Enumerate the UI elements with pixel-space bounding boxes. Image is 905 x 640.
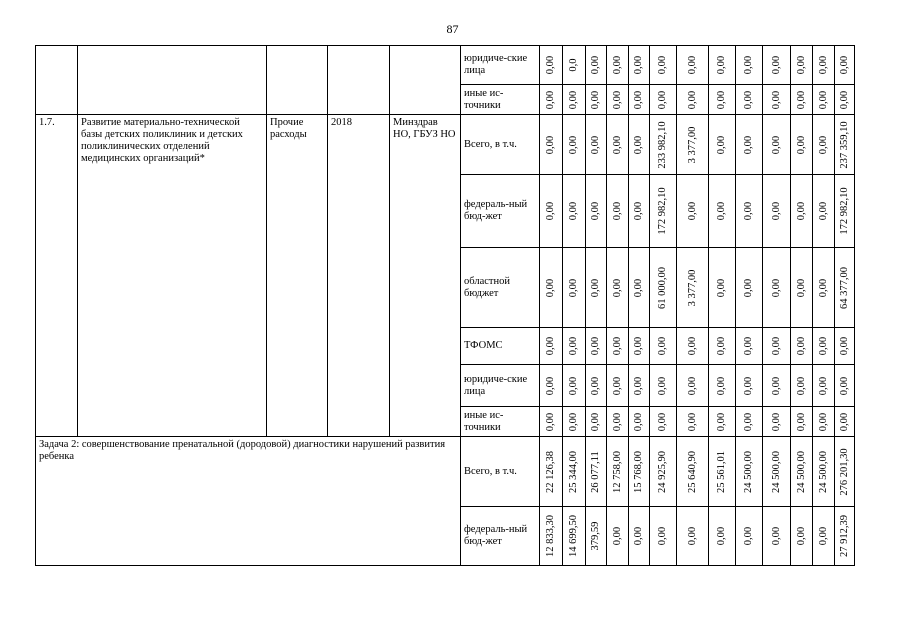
value-text: 0,00 [633,55,644,75]
value-text: 0,00 [545,135,556,154]
table-row [36,437,855,507]
value-text: 0,00 [545,376,556,395]
year-value [607,407,629,437]
value-text: 0,00 [817,201,829,221]
value-text: 0,00 [568,412,579,431]
year-value [650,365,677,407]
year-value [763,328,791,365]
year-value [709,85,736,115]
year-value [629,365,650,407]
value-text: 0,00 [590,201,601,221]
value-text: 0,00 [817,55,829,75]
year-value [791,248,813,328]
value-text: 0,00 [770,376,782,395]
year-value [586,437,607,507]
value-text: 0,00 [657,336,668,356]
year-value [791,175,813,248]
item-type: Прочие расходы [267,115,328,437]
total-value [835,437,855,507]
source-label: федераль-ный бюд-жет [461,507,540,566]
year-value [650,507,677,566]
year-value [813,328,835,365]
item-year: 2018 [328,115,390,437]
year-value [607,507,629,566]
source-label: Всего, в т.ч. [461,437,540,507]
value-text: 0,00 [633,90,644,109]
value-text: 0,00 [795,201,807,221]
year-value [791,46,813,85]
value-text: 0,00 [590,135,601,154]
year-value [763,407,791,437]
value-text: 0,00 [657,526,668,546]
total-value [835,407,855,437]
year-value [763,248,791,328]
year-value [677,46,709,85]
year-value [629,407,650,437]
blank-cell [390,46,461,115]
year-value [813,507,835,566]
value-text: 0,00 [795,412,807,431]
year-value [791,507,813,566]
value-text: 237 359,10 [838,120,850,169]
year-value [586,507,607,566]
year-value [607,328,629,365]
year-value [586,85,607,115]
value-text: 0,00 [545,55,556,75]
year-value [629,175,650,248]
year-value [629,248,650,328]
value-text: 0,00 [657,412,668,431]
value-text: 0,00 [795,135,807,154]
year-value [563,365,586,407]
value-text: 0,00 [611,376,623,395]
value-text: 0,00 [611,278,623,297]
year-value [540,115,563,175]
value-text: 0,00 [545,336,556,356]
year-value [709,115,736,175]
value-text: 0,00 [716,90,727,109]
value-text: 0,00 [686,412,698,431]
value-text: 0,00 [611,336,623,356]
year-value [607,115,629,175]
year-value [791,365,813,407]
value-text: 14 699,50 [568,515,579,557]
value-text: 0,00 [716,55,727,75]
year-value [607,365,629,407]
value-text: 172 982,10 [657,187,668,235]
value-text: 0,00 [770,336,782,356]
year-value [736,507,763,566]
year-value [763,507,791,566]
value-text: 24 500,00 [743,450,754,493]
value-text: 0,00 [590,90,601,109]
year-value [650,115,677,175]
year-value [563,507,586,566]
source-label: юридиче-ские лица [461,365,540,407]
year-value [650,407,677,437]
value-text: 0,00 [770,412,782,431]
value-text: 0,00 [795,55,807,75]
source-label: областной бюджет [461,248,540,328]
year-value [540,46,563,85]
year-value [791,437,813,507]
value-text: 27 912,39 [838,515,850,557]
table-row [36,46,855,85]
year-value [813,85,835,115]
year-value [677,248,709,328]
year-value [563,115,586,175]
year-value [791,328,813,365]
value-text: 0,00 [770,201,782,221]
value-text: 0,00 [568,135,579,154]
value-text: 0,00 [686,90,698,109]
year-value [813,46,835,85]
year-value [677,175,709,248]
value-text: 0,00 [770,55,782,75]
value-text: 0,00 [568,201,579,221]
year-value [586,175,607,248]
value-text: 24 500,00 [817,450,829,493]
value-text: 0,00 [817,336,829,356]
value-text: 0,00 [817,376,829,395]
value-text: 0,00 [657,376,668,395]
value-text: 12 833,30 [545,515,556,557]
task-title: Задача 2: совершенствование пренатальной (дородовой) диагностики нарушений развития ребенка [36,437,461,566]
year-value [677,85,709,115]
year-value [586,248,607,328]
year-value [677,365,709,407]
value-text: 0,00 [770,135,782,154]
year-value [650,175,677,248]
year-value [607,85,629,115]
year-value [540,175,563,248]
value-text: 0,00 [743,412,754,431]
year-value [813,365,835,407]
year-value [563,46,586,85]
year-value [791,407,813,437]
value-text: 379,59 [590,521,601,551]
total-value [835,175,855,248]
value-text: 172 982,10 [838,187,850,235]
total-value [835,328,855,365]
year-value [677,507,709,566]
value-text: 0,00 [716,412,727,431]
year-value [650,437,677,507]
value-text: 0,00 [590,412,601,431]
year-value [629,115,650,175]
value-text: 0,00 [657,90,668,109]
value-text: 0,00 [770,526,782,546]
year-value [763,175,791,248]
year-value [540,328,563,365]
year-value [709,507,736,566]
year-value [540,407,563,437]
value-text: 24 925,90 [657,450,668,493]
year-value [709,365,736,407]
value-text: 0,00 [817,526,829,546]
value-text: 0,00 [568,278,579,297]
year-value [736,407,763,437]
year-value [650,46,677,85]
year-value [540,507,563,566]
value-text: 233 982,10 [657,120,668,169]
value-text: 276 201,30 [838,447,850,496]
value-text: 0,00 [716,336,727,356]
value-text: 3 377,00 [686,269,698,306]
year-value [709,437,736,507]
value-text: 0,00 [838,90,850,109]
value-text: 0,00 [633,526,644,546]
total-value [835,507,855,566]
value-text: 0,00 [633,135,644,154]
year-value [813,407,835,437]
value-text: 0,00 [633,376,644,395]
total-value [835,365,855,407]
value-text: 0,00 [795,376,807,395]
year-value [540,437,563,507]
year-value [629,85,650,115]
year-value [586,365,607,407]
year-value [677,407,709,437]
value-text: 0,00 [838,336,850,356]
year-value [650,328,677,365]
year-value [763,437,791,507]
year-value [736,85,763,115]
year-value [563,85,586,115]
value-text: 25 344,00 [568,450,579,493]
table-row [36,115,855,175]
blank-cell [78,46,267,115]
year-value [607,248,629,328]
value-text: 0,00 [568,376,579,395]
value-text: 3 377,00 [686,126,698,163]
value-text: 24 500,00 [770,450,782,493]
year-value [540,248,563,328]
value-text: 0,00 [633,278,644,297]
value-text: 0,00 [686,336,698,356]
year-value [563,248,586,328]
value-text: 0,00 [633,201,644,221]
value-text: 0,00 [568,336,579,356]
year-value [563,328,586,365]
value-text: 0,00 [611,135,623,154]
value-text: 0,00 [590,336,601,356]
value-text: 0,00 [545,90,556,109]
value-text: 0,00 [686,201,698,221]
value-text: 0,00 [743,278,754,297]
value-text: 15 768,00 [633,450,644,493]
year-value [540,85,563,115]
value-text: 0,00 [770,278,782,297]
year-value [607,175,629,248]
year-value [736,115,763,175]
year-value [586,407,607,437]
year-value [563,407,586,437]
blank-cell [328,46,390,115]
value-text: 0,00 [590,376,601,395]
value-text: 0,00 [611,201,623,221]
value-text: 0,00 [838,376,850,395]
source-label: иные ис-точники [461,407,540,437]
value-text: 0,00 [686,526,698,546]
value-text: 26 077,11 [590,450,601,493]
source-label: Всего, в т.ч. [461,115,540,175]
value-text: 0,00 [743,90,754,109]
value-text: 0,00 [611,412,623,431]
year-value [586,46,607,85]
year-value [586,328,607,365]
value-text: 22 126,38 [545,450,556,493]
value-text: 0,00 [838,55,850,75]
value-text: 0,00 [743,55,754,75]
value-text: 0,00 [545,201,556,221]
value-text: 0,00 [611,90,623,109]
year-value [813,437,835,507]
year-value [677,115,709,175]
year-value [813,115,835,175]
value-text: 0,00 [743,376,754,395]
year-value [709,175,736,248]
value-text: 61 000,00 [657,266,668,309]
value-text: 0,0 [568,58,579,72]
value-text: 25 640,90 [686,450,698,493]
year-value [629,46,650,85]
year-value [607,437,629,507]
value-text: 0,00 [590,278,601,297]
total-value [835,85,855,115]
value-text: 24 500,00 [795,450,807,493]
value-text: 0,00 [633,412,644,431]
year-value [736,437,763,507]
value-text: 0,00 [770,90,782,109]
budget-table [35,45,855,566]
value-text: 0,00 [716,135,727,154]
year-value [736,248,763,328]
year-value [736,175,763,248]
value-text: 0,00 [795,526,807,546]
year-value [677,328,709,365]
year-value [650,85,677,115]
year-value [607,46,629,85]
value-text: 0,00 [686,376,698,395]
year-value [791,115,813,175]
year-value [736,46,763,85]
year-value [813,248,835,328]
total-value [835,46,855,85]
value-text: 0,00 [716,278,727,297]
year-value [763,365,791,407]
value-text: 0,00 [743,336,754,356]
year-value [563,175,586,248]
year-value [709,46,736,85]
year-value [563,437,586,507]
year-value [540,365,563,407]
value-text: 0,00 [743,526,754,546]
year-value [791,85,813,115]
blank-cell [36,46,78,115]
blank-cell [267,46,328,115]
value-text: 0,00 [657,55,668,75]
year-value [629,507,650,566]
value-text: 0,00 [743,201,754,221]
value-text: 0,00 [568,90,579,109]
value-text: 64 377,00 [838,266,850,309]
year-value [709,407,736,437]
item-executor: Минздрав НО, ГБУЗ НО [390,115,461,437]
value-text: 0,00 [545,278,556,297]
page-number: 87 [446,22,459,36]
value-text: 0,00 [716,376,727,395]
source-label: ТФОМС [461,328,540,365]
year-value [650,248,677,328]
year-value [629,328,650,365]
year-value [629,437,650,507]
year-value [763,115,791,175]
value-text: 0,00 [590,55,601,75]
year-value [763,85,791,115]
value-text: 0,00 [838,412,850,431]
value-text: 0,00 [795,336,807,356]
value-text: 0,00 [817,412,829,431]
value-text: 0,00 [716,201,727,221]
year-value [763,46,791,85]
value-text: 0,00 [633,336,644,356]
total-value [835,115,855,175]
value-text: 0,00 [611,526,623,546]
year-value [677,437,709,507]
year-value [813,175,835,248]
value-text: 0,00 [716,526,727,546]
source-label: юридиче-ские лица [461,46,540,85]
source-label: иные ис-точники [461,85,540,115]
item-number: 1.7. [36,115,78,437]
value-text: 0,00 [545,412,556,431]
value-text: 0,00 [611,55,623,75]
value-text: 0,00 [795,90,807,109]
value-text: 25 561,01 [716,450,727,493]
year-value [736,365,763,407]
item-title: Развитие материально-технической базы детских поликлиник и детских поликлинических отделений медицинских организаций* [78,115,267,437]
year-value [709,248,736,328]
year-value [586,115,607,175]
value-text: 0,00 [743,135,754,154]
value-text: 0,00 [817,278,829,297]
value-text: 12 758,00 [611,450,623,493]
value-text: 0,00 [795,278,807,297]
year-value [709,328,736,365]
source-label: федераль-ный бюд-жет [461,175,540,248]
total-value [835,248,855,328]
value-text: 0,00 [817,135,829,154]
value-text: 0,00 [686,55,698,75]
value-text: 0,00 [817,90,829,109]
year-value [736,328,763,365]
